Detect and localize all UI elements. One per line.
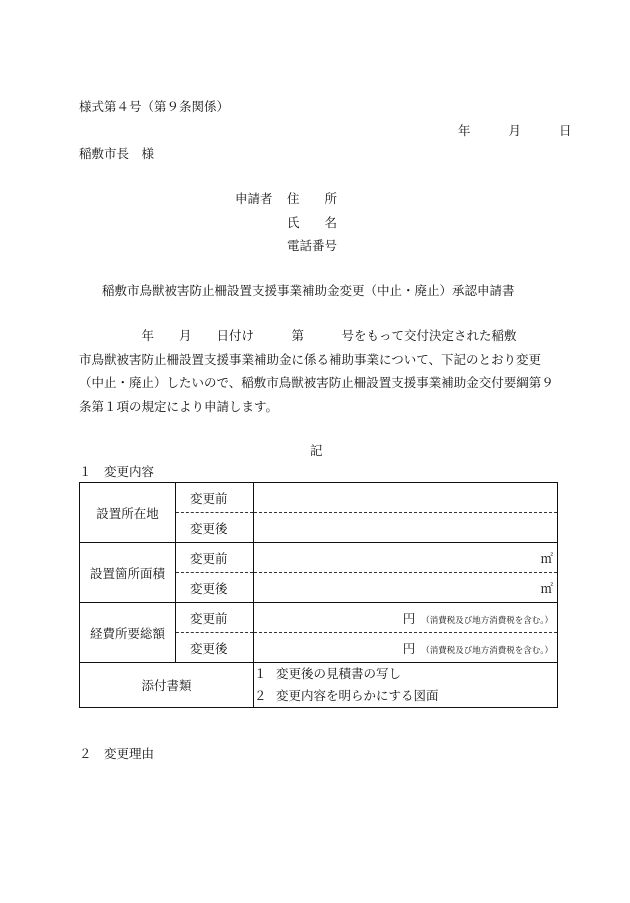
date-month: 月 <box>508 123 521 138</box>
attachment-list <box>254 663 558 708</box>
after-label: 変更後 <box>176 573 254 603</box>
body-line-1: 年 月 日付け 第 号をもって交付決定された稲敷 <box>79 328 517 343</box>
before-label: 変更前 <box>176 483 254 513</box>
date-line <box>458 121 571 139</box>
row-label-location: 設置所在地 <box>80 483 176 543</box>
location-after-field[interactable] <box>254 513 558 543</box>
section-2-heading: ２ 変更理由 <box>79 746 155 761</box>
date-year: 年 <box>458 123 471 138</box>
area-unit: ㎡ <box>540 580 553 596</box>
cost-after-field[interactable] <box>254 633 558 663</box>
section-1-heading: １ 変更内容 <box>79 464 155 479</box>
list-item <box>254 663 557 685</box>
table-row <box>80 603 558 633</box>
tax-note: （消費税及び地方消費税を含む。） <box>421 615 553 626</box>
table-row <box>80 543 558 573</box>
applicant-address-label: 住 所 <box>287 191 338 206</box>
table-row <box>80 483 558 513</box>
attachment-text: 変更内容を明らかにする図面 <box>276 688 439 703</box>
yen-unit: 円 <box>402 640 416 656</box>
attachment-num: １ <box>254 666 267 681</box>
applicant-name-label: 氏 名 <box>287 215 338 230</box>
row-label-attachments: 添付書類 <box>80 663 254 708</box>
after-label: 変更後 <box>176 633 254 663</box>
applicant-label: 申請者 <box>235 191 273 206</box>
tax-note: （消費税及び地方消費税を含む。） <box>421 645 553 656</box>
before-label: 変更前 <box>176 603 254 633</box>
applicant-phone-label: 電話番号 <box>287 238 338 253</box>
location-before-field[interactable] <box>254 483 558 513</box>
attachment-text: 変更後の見積書の写し <box>276 666 402 681</box>
area-after-field[interactable] <box>254 573 558 603</box>
area-unit: ㎡ <box>540 550 553 566</box>
change-table <box>79 482 558 708</box>
table-row <box>80 663 558 708</box>
body-rest: 市鳥獣被害防止柵設置支援事業補助金に係る補助事業について、下記のとおり変更（中止・廃止）したいので、稲敷市鳥獣被害防止柵設置支援事業補助金交付要綱第９条第１項の規定により申請します。 <box>79 351 554 414</box>
document-title: 稲敷市鳥獣被害防止柵設置支援事業補助金変更（中止・廃止）承認申請書 <box>102 283 515 298</box>
yen-unit: 円 <box>402 610 416 626</box>
before-label: 変更前 <box>176 543 254 573</box>
cost-before-field[interactable] <box>254 603 558 633</box>
date-day: 日 <box>558 123 572 138</box>
row-label-area: 設置箇所面積 <box>80 543 176 603</box>
attachment-num: ２ <box>254 688 267 703</box>
row-label-cost: 経費所要総額 <box>80 603 176 663</box>
addressee: 稲敷市長 様 <box>79 146 155 161</box>
body-paragraph <box>79 324 559 418</box>
after-label: 変更後 <box>176 513 254 543</box>
form-number: 様式第４号（第９条関係） <box>79 99 230 114</box>
list-item <box>254 685 557 707</box>
ki-heading: 記 <box>310 443 323 458</box>
area-before-field[interactable] <box>254 543 558 573</box>
